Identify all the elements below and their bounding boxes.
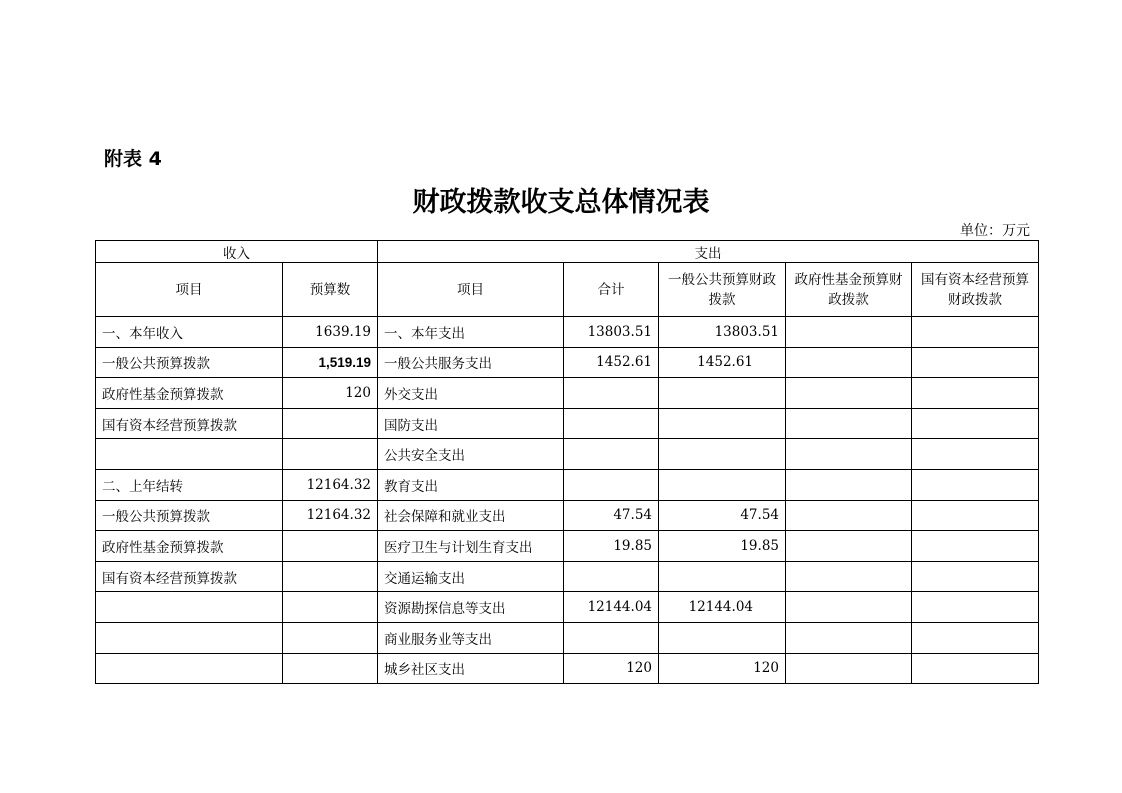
col-general-budget: 一般公共预算财政拨款 [659,263,786,317]
expense-section-header: 支出 [378,241,1039,263]
general-budget-cell [659,469,786,500]
fund-budget-cell [786,500,912,531]
total-cell [564,622,659,653]
total-cell [564,378,659,409]
income-section-header: 收入 [96,241,378,263]
table-row [96,408,1039,439]
state-capital-cell [912,469,1039,500]
income-value-cell: 120 [283,378,378,409]
expense-item-cell: 商业服务业等支出 [378,622,564,653]
fund-budget-cell [786,653,912,684]
general-budget-cell [659,439,786,470]
state-capital-cell [912,561,1039,592]
income-item-cell [96,439,283,470]
column-header-row [96,263,1039,317]
general-budget-cell: 120 [659,653,786,684]
col-income-budget: 预算数 [283,263,378,317]
total-cell [564,439,659,470]
income-value-cell: 12164.32 [283,500,378,531]
unit-label: 单位：万元 [960,223,1030,239]
total-cell: 19.85 [564,531,659,562]
fund-budget-cell [786,378,912,409]
fund-budget-cell [786,592,912,623]
total-cell: 120 [564,653,659,684]
total-cell: 13803.51 [564,317,659,348]
table-row [96,347,1039,378]
expense-item-cell: 外交支出 [378,378,564,409]
state-capital-cell [912,378,1039,409]
page-title: 财政拨款收支总体情况表 [412,187,710,218]
general-budget-cell: 19.85 [659,531,786,562]
income-value-cell [283,653,378,684]
income-item-cell [96,592,283,623]
income-item-cell: 一、本年收入 [96,317,283,348]
fund-budget-cell [786,469,912,500]
expense-item-cell: 城乡社区支出 [378,653,564,684]
col-total: 合计 [564,263,659,317]
budget-table [95,240,1039,684]
income-item-cell: 一般公共预算拨款 [96,347,283,378]
table-row [96,531,1039,562]
income-value-cell: 1,519.19 [283,347,378,378]
state-capital-cell [912,500,1039,531]
income-item-cell: 国有资本经营预算拨款 [96,408,283,439]
table-row [96,592,1039,623]
expense-item-cell: 社会保障和就业支出 [378,500,564,531]
income-item-cell [96,622,283,653]
expense-item-cell: 资源勘探信息等支出 [378,592,564,623]
state-capital-cell [912,439,1039,470]
expense-item-cell: 交通运输支出 [378,561,564,592]
state-capital-cell [912,408,1039,439]
table-body [96,317,1039,684]
fund-budget-cell [786,439,912,470]
col-fund-budget: 政府性基金预算财政拨款 [786,263,912,317]
table-row [96,317,1039,348]
state-capital-cell [912,531,1039,562]
fund-budget-cell [786,317,912,348]
general-budget-cell: 47.54 [659,500,786,531]
fund-budget-cell [786,531,912,562]
table-row [96,469,1039,500]
state-capital-cell [912,653,1039,684]
income-item-cell: 一般公共预算拨款 [96,500,283,531]
fund-budget-cell [786,408,912,439]
general-budget-cell: 1452.61 [659,347,786,378]
section-header-row [96,241,1039,263]
total-cell [564,469,659,500]
table-row [96,378,1039,409]
total-cell: 1452.61 [564,347,659,378]
col-state-capital: 国有资本经营预算财政拨款 [912,263,1039,317]
income-value-cell [283,439,378,470]
state-capital-cell [912,592,1039,623]
table-row [96,622,1039,653]
income-value-cell: 12164.32 [283,469,378,500]
state-capital-cell [912,317,1039,348]
income-value-cell [283,531,378,562]
general-budget-cell [659,622,786,653]
general-budget-cell: 13803.51 [659,317,786,348]
total-cell: 47.54 [564,500,659,531]
general-budget-cell: 12144.04 [659,592,786,623]
income-item-cell [96,653,283,684]
expense-item-cell: 医疗卫生与计划生育支出 [378,531,564,562]
state-capital-cell [912,622,1039,653]
expense-item-cell: 教育支出 [378,469,564,500]
fund-budget-cell [786,347,912,378]
table-row [96,439,1039,470]
expense-item-cell: 一、本年支出 [378,317,564,348]
table-row [96,561,1039,592]
table-row [96,653,1039,684]
total-cell [564,561,659,592]
expense-item-cell: 公共安全支出 [378,439,564,470]
col-expense-item: 项目 [378,263,564,317]
expense-item-cell: 国防支出 [378,408,564,439]
appendix-label: 附表 4 [104,148,162,170]
general-budget-cell [659,561,786,592]
table-row [96,500,1039,531]
general-budget-cell [659,378,786,409]
income-value-cell [283,561,378,592]
expense-item-cell: 一般公共服务支出 [378,347,564,378]
income-item-cell: 国有资本经营预算拨款 [96,561,283,592]
state-capital-cell [912,347,1039,378]
income-item-cell: 政府性基金预算拨款 [96,378,283,409]
total-cell [564,408,659,439]
income-value-cell [283,408,378,439]
general-budget-cell [659,408,786,439]
total-cell: 12144.04 [564,592,659,623]
income-item-cell: 政府性基金预算拨款 [96,531,283,562]
income-value-cell [283,622,378,653]
income-value-cell [283,592,378,623]
fund-budget-cell [786,561,912,592]
fund-budget-cell [786,622,912,653]
income-item-cell: 二、上年结转 [96,469,283,500]
income-value-cell: 1639.19 [283,317,378,348]
col-income-item: 项目 [96,263,283,317]
